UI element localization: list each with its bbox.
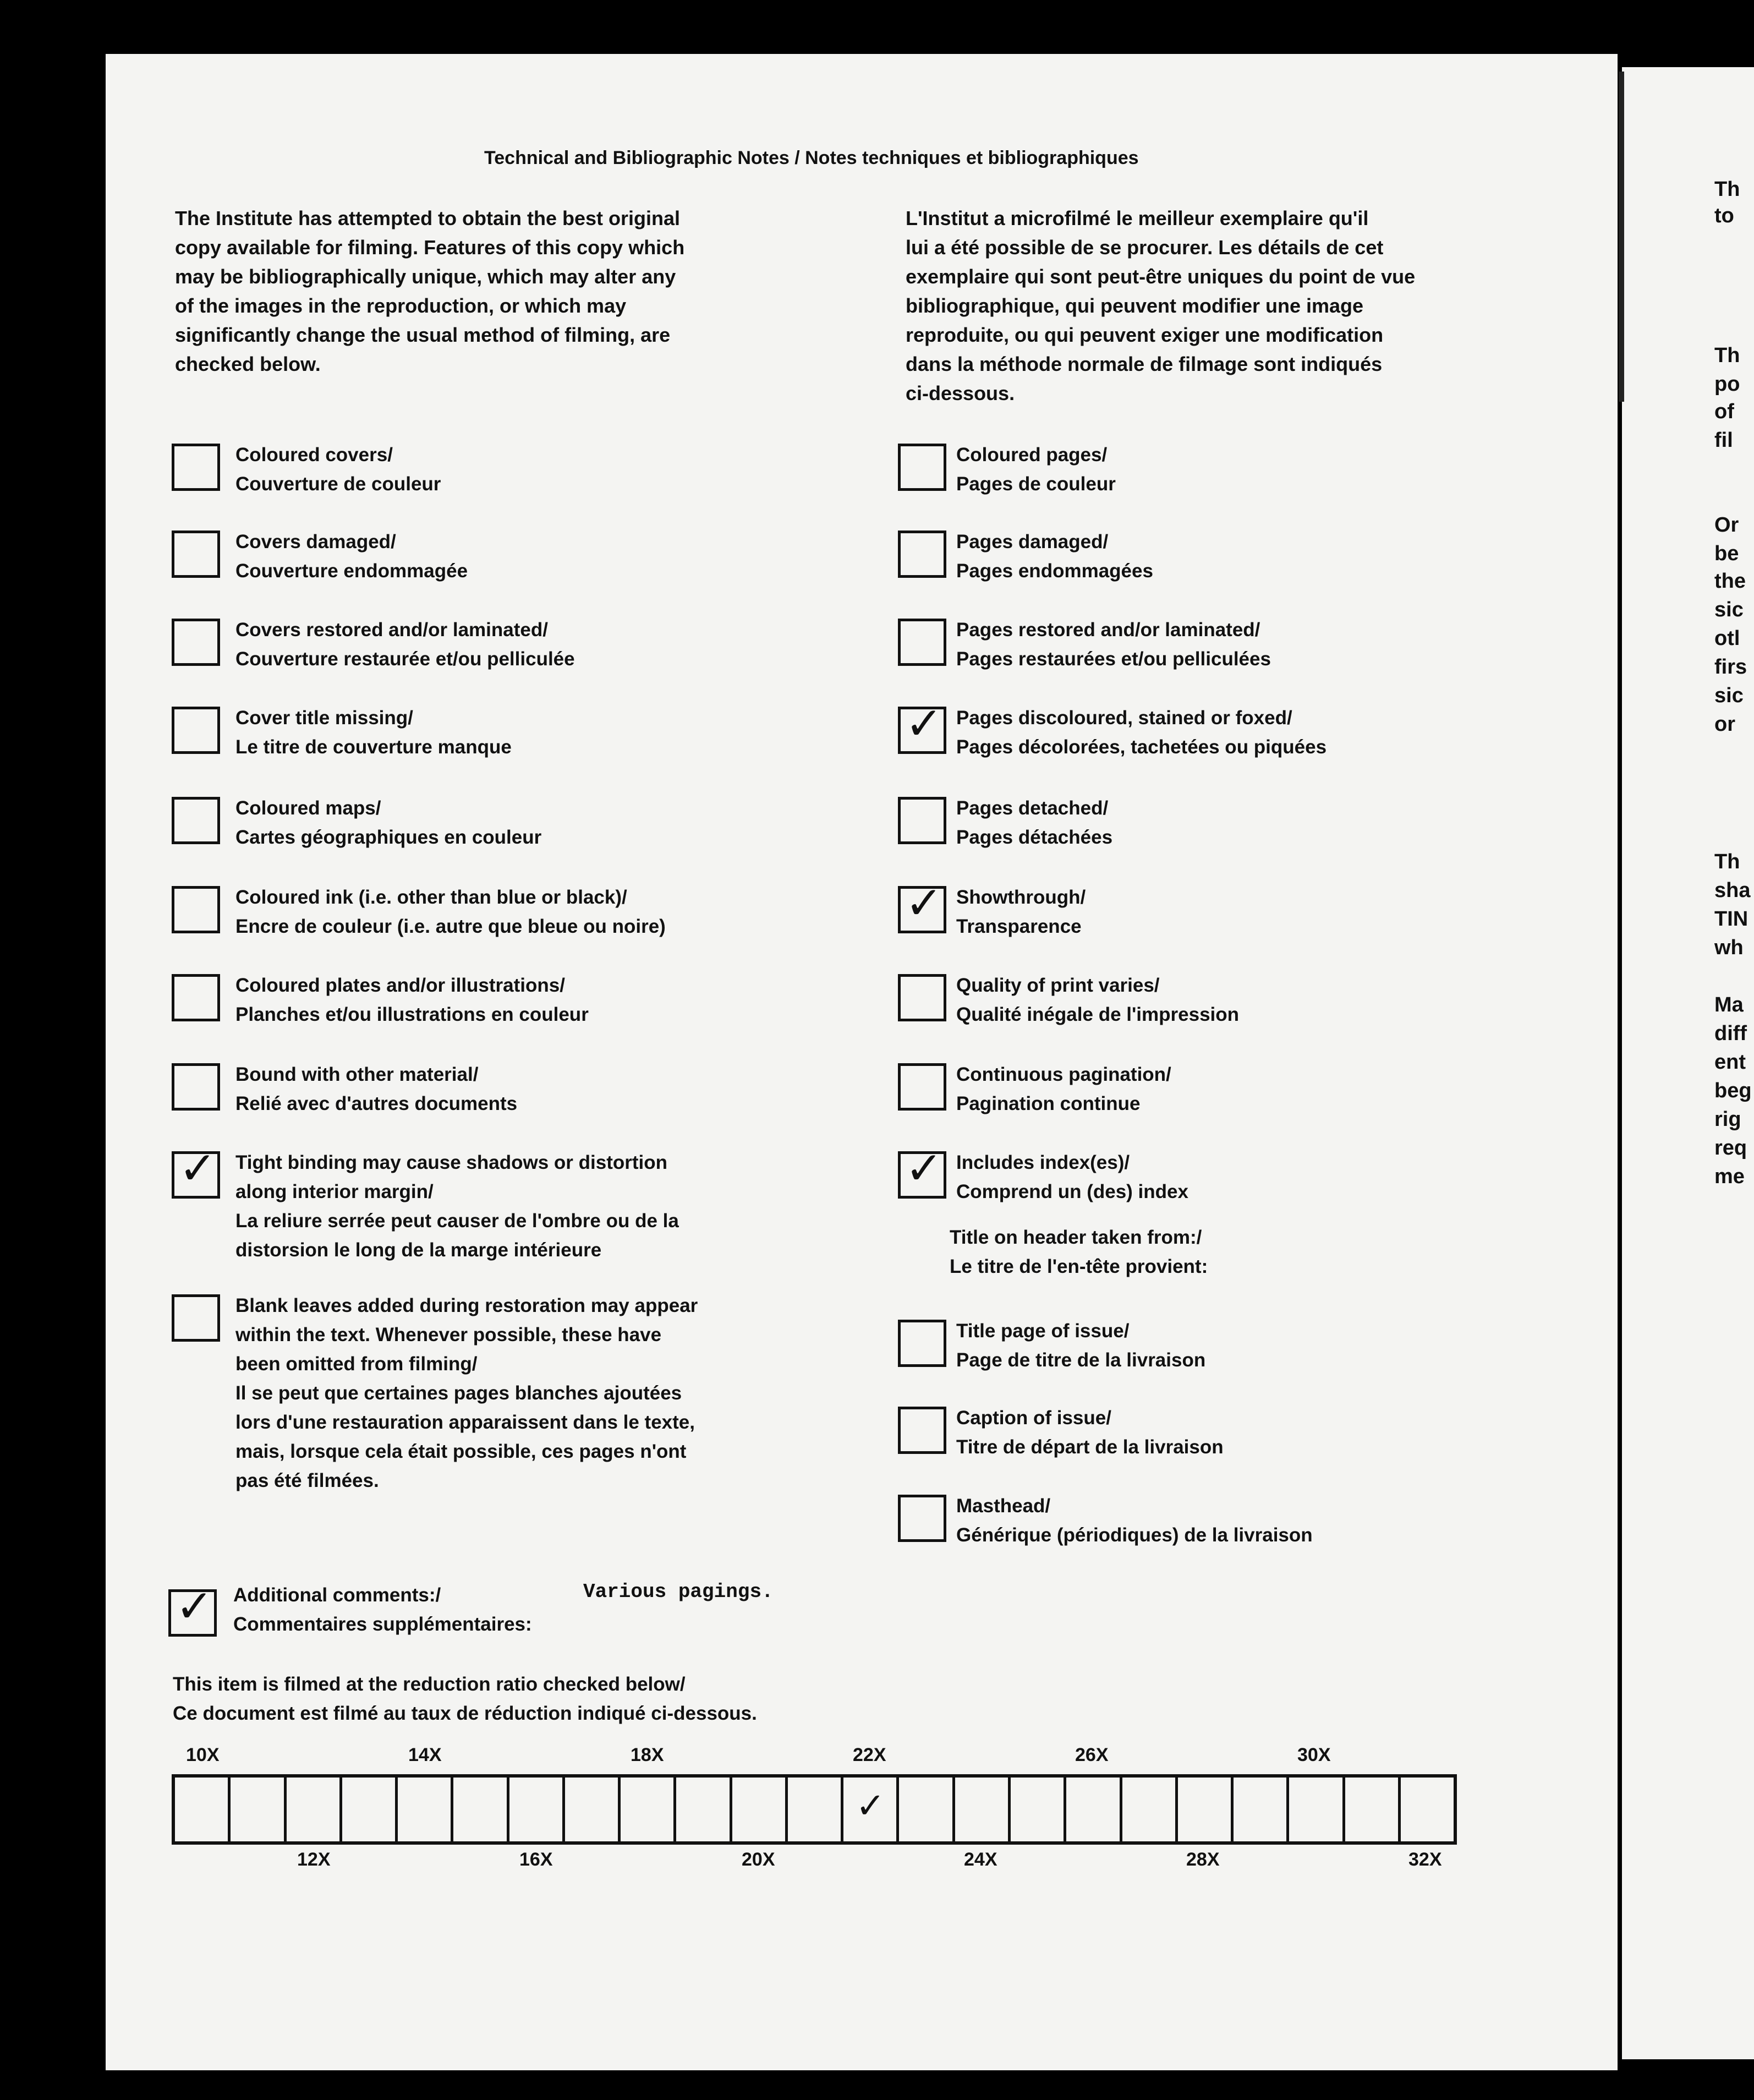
- right_items-label-line: Caption of issue/: [956, 1407, 1111, 1429]
- right_items-checkbox-1[interactable]: [898, 531, 946, 578]
- ratio-label-bottom: 12X: [297, 1849, 331, 1870]
- left_items-label-line: Planches et/ou illustrations en couleur: [235, 1004, 589, 1025]
- comments-checkbox[interactable]: [168, 1581, 217, 1637]
- right_items-checkbox-10[interactable]: [898, 1407, 946, 1454]
- side-fragment: to: [1714, 204, 1734, 227]
- right_items-label-line: Pagination continue: [956, 1093, 1141, 1114]
- right_items-label-line: Pages damaged/: [956, 531, 1109, 553]
- left_items-label-line: Coloured maps/: [235, 797, 381, 819]
- left_items-label-line: Couverture restaurée et/ou pelliculée: [235, 648, 575, 670]
- left_items-label-6: [235, 971, 589, 1029]
- side-fragment: firs: [1714, 655, 1747, 679]
- left_items-label-line: been omitted from filming/: [235, 1353, 478, 1375]
- ratio-cell[interactable]: [1234, 1778, 1289, 1841]
- left_items-label-line: pas été filmées.: [235, 1470, 379, 1491]
- intro-line: L'Institut a microfilmé le meilleur exemplaire qu'il: [906, 207, 1369, 229]
- left_items-label-3: [235, 703, 512, 762]
- right_items-label-line: Quality of print varies/: [956, 975, 1160, 996]
- right_items-label-line: Pages detached/: [956, 797, 1109, 819]
- intro-line: exemplaire qui sont peut-être uniques du point de vue: [906, 265, 1416, 288]
- checkmark-icon: ✓: [905, 877, 943, 929]
- left_items-label-line: Il se peut que certaines pages blanches ajoutées: [235, 1382, 682, 1404]
- intro-line: lui a été possible de se procurer. Les détails de cet: [906, 236, 1384, 259]
- ratio-label-top: 22X: [853, 1744, 886, 1765]
- ratio-cell[interactable]: [342, 1778, 398, 1841]
- side-fragment: TIN: [1714, 907, 1748, 931]
- right_items-label-3: [956, 703, 1327, 762]
- left_items-label-line: La reliure serrée peut causer de l'ombre ou de la: [235, 1210, 679, 1232]
- intro-line: checked below.: [175, 353, 321, 375]
- ratio-cell[interactable]: [1401, 1778, 1454, 1841]
- side-fragment: rig: [1714, 1108, 1741, 1131]
- left_items-label-line: Cover title missing/: [235, 707, 413, 729]
- right_items-label-line: Pages détachées: [956, 827, 1113, 848]
- side-fragment: the: [1714, 570, 1746, 593]
- left_items-label-line: Covers restored and/or laminated/: [235, 619, 548, 641]
- side-fragment: otl: [1714, 627, 1740, 650]
- side-fragment: beg: [1714, 1079, 1752, 1102]
- right_items-label-8: [956, 1148, 1188, 1206]
- left_items-label-line: Covers damaged/: [235, 531, 396, 553]
- comments-label-en: Additional comments:/: [233, 1584, 441, 1606]
- left_items-label-line: along interior margin/: [235, 1181, 434, 1202]
- side-fragment: sha: [1714, 879, 1751, 902]
- side-fragment: req: [1714, 1136, 1747, 1160]
- right_items-checkbox-11[interactable]: [898, 1495, 946, 1542]
- page-edge-shadow: [1619, 72, 1624, 402]
- right_items-label-10: [956, 1403, 1224, 1462]
- checkmark-icon: ✓: [905, 698, 943, 750]
- ratio-cell[interactable]: [231, 1778, 286, 1841]
- ratio-cell[interactable]: [1122, 1778, 1178, 1841]
- right_items-label-7: [956, 1060, 1171, 1118]
- header-title-en: Title on header taken from:/: [950, 1227, 1202, 1248]
- intro-line: significantly change the usual method of filming, are: [175, 324, 671, 346]
- right_items-label-9: [956, 1316, 1205, 1375]
- right_items-label-line: Title page of issue/: [956, 1320, 1130, 1342]
- right_items-label-line: Continuous pagination/: [956, 1064, 1171, 1085]
- left_items-label-7: [235, 1060, 517, 1118]
- right_items-checkbox-5[interactable]: [898, 877, 946, 933]
- left_items-label-line: Blank leaves added during restoration may appear: [235, 1295, 698, 1316]
- left_items-label-8: [235, 1148, 679, 1265]
- left_items-checkbox-1[interactable]: [172, 531, 220, 578]
- right_items-label-4: [956, 794, 1112, 852]
- side-fragment: wh: [1714, 936, 1744, 959]
- ratio-cell[interactable]: [1345, 1778, 1401, 1841]
- left_items-label-4: [235, 794, 541, 852]
- left_items-checkbox-9[interactable]: [172, 1294, 220, 1342]
- ratio-cell[interactable]: [843, 1778, 899, 1841]
- side-fragment: of: [1714, 400, 1734, 423]
- left_items-label-2: [235, 615, 575, 674]
- ratio-cell[interactable]: [509, 1778, 565, 1841]
- ratio-cell[interactable]: [1011, 1778, 1066, 1841]
- right_items-label-1: [956, 527, 1153, 586]
- left_items-label-line: mais, lorsque cela était possible, ces pages n'ont: [235, 1441, 687, 1462]
- right_items-checkbox-4[interactable]: [898, 797, 946, 844]
- ratio-cell[interactable]: [621, 1778, 676, 1841]
- ratio-cell[interactable]: [732, 1778, 788, 1841]
- left_items-label-0: [235, 440, 441, 499]
- ratio-cell[interactable]: [175, 1778, 231, 1841]
- right_items-label-0: [956, 440, 1116, 499]
- checkmark-icon: ✓: [856, 1786, 885, 1826]
- left_items-checkbox-5[interactable]: [172, 886, 220, 933]
- left_items-label-1: [235, 527, 468, 586]
- left_items-label-line: distorsion le long de la marge intérieure: [235, 1239, 602, 1261]
- ratio-label-top: 14X: [408, 1744, 442, 1765]
- intro-line: The Institute has attempted to obtain the best original: [175, 207, 681, 229]
- side-fragment: me: [1714, 1165, 1745, 1188]
- right_items-label-line: Includes index(es)/: [956, 1152, 1130, 1173]
- comments-value: Various pagings.: [583, 1581, 774, 1603]
- checkmark-icon: ✓: [176, 1581, 213, 1633]
- right_items-checkbox-2[interactable]: [898, 619, 946, 666]
- ratio-label-bottom: 20X: [742, 1849, 775, 1870]
- left_items-checkbox-2[interactable]: [172, 619, 220, 666]
- side-fragment: fil: [1714, 429, 1733, 452]
- ratio-label-top: 30X: [1297, 1744, 1331, 1765]
- right_items-label-line: Comprend un (des) index: [956, 1181, 1188, 1202]
- right_items-label-line: Transparence: [956, 916, 1082, 937]
- side-fragment: po: [1714, 373, 1740, 396]
- ratio-label-top: 18X: [631, 1744, 664, 1765]
- left_items-label-line: Coloured covers/: [235, 444, 393, 466]
- checkmark-icon: ✓: [179, 1142, 217, 1195]
- reduction-scale: [172, 1774, 1457, 1845]
- right_items-label-line: Générique (périodiques) de la livraison: [956, 1524, 1313, 1546]
- right_items-checkbox-8[interactable]: [898, 1142, 946, 1199]
- left_items-label-line: lors d'une restauration apparaissent dans le texte,: [235, 1412, 695, 1433]
- checkmark-icon: ✓: [905, 1142, 943, 1195]
- intro-line: bibliographique, qui peuvent modifier une image: [906, 294, 1364, 317]
- left_items-label-line: within the text. Whenever possible, these have: [235, 1324, 662, 1346]
- right_items-label-line: Titre de départ de la livraison: [956, 1436, 1224, 1458]
- ratio-cell[interactable]: [899, 1778, 955, 1841]
- intro-line: copy available for filming. Features of this copy which: [175, 236, 685, 259]
- intro-english: [175, 204, 684, 379]
- left_items-label-line: Relié avec d'autres documents: [235, 1093, 518, 1114]
- ratio-cell[interactable]: [453, 1778, 509, 1841]
- reduction-note: [173, 1670, 757, 1728]
- side-fragment: Or: [1714, 513, 1739, 537]
- left_items-label-line: Tight binding may cause shadows or distortion: [235, 1152, 667, 1173]
- header-title-note: [950, 1223, 1208, 1281]
- left_items-label-9: [235, 1291, 698, 1495]
- intro-line: ci-dessous.: [906, 382, 1015, 404]
- side-fragment: sic: [1714, 598, 1744, 621]
- side-fragment: or: [1714, 713, 1735, 736]
- left_items-label-line: Coloured ink (i.e. other than blue or black)/: [235, 887, 627, 908]
- right_items-label-11: [956, 1491, 1313, 1550]
- left_items-checkbox-4[interactable]: [172, 797, 220, 844]
- right_items-checkbox-9[interactable]: [898, 1320, 946, 1367]
- right_items-label-line: Coloured pages/: [956, 444, 1108, 466]
- ratio-label-bottom: 16X: [519, 1849, 553, 1870]
- left_items-checkbox-7[interactable]: [172, 1063, 220, 1111]
- page-title: Technical and Bibliographic Notes / Notes techniques et bibliographiques: [484, 147, 1139, 168]
- intro-line: of the images in the reproduction, or which may: [175, 294, 627, 317]
- right_items-checkbox-0[interactable]: [898, 444, 946, 491]
- ratio-cell[interactable]: [1289, 1778, 1345, 1841]
- ratio-label-bottom: 24X: [964, 1849, 997, 1870]
- ratio-label-top: 26X: [1075, 1744, 1109, 1765]
- left_items-checkbox-0[interactable]: [172, 444, 220, 491]
- comments-label: [233, 1581, 532, 1639]
- right_items-label-line: Pages restaurées et/ou pelliculées: [956, 648, 1271, 670]
- ratio-cell[interactable]: [1178, 1778, 1234, 1841]
- ratio-label-top: 10X: [186, 1744, 220, 1765]
- left_items-checkbox-8[interactable]: [172, 1142, 220, 1199]
- right_items-label-5: [956, 883, 1086, 941]
- right_items-label-line: Pages de couleur: [956, 473, 1116, 495]
- ratio-cell[interactable]: [676, 1778, 732, 1841]
- side-fragment: diff: [1714, 1022, 1747, 1045]
- ratio-cell[interactable]: [565, 1778, 621, 1841]
- right_items-checkbox-3[interactable]: [898, 698, 946, 754]
- side-fragment: Th: [1714, 344, 1740, 367]
- ratio-label-bottom: 32X: [1408, 1849, 1442, 1870]
- side-fragment: ent: [1714, 1051, 1746, 1074]
- left_items-label-5: [235, 883, 666, 941]
- right_items-label-line: Showthrough/: [956, 887, 1086, 908]
- left_items-checkbox-6[interactable]: [172, 974, 220, 1021]
- comments-label-fr: Commentaires supplémentaires:: [233, 1614, 532, 1635]
- side-fragment: sic: [1714, 684, 1744, 707]
- intro-line: may be bibliographically unique, which may alter any: [175, 265, 676, 288]
- left_items-label-line: Couverture de couleur: [235, 473, 441, 495]
- side-fragment: Th: [1714, 850, 1740, 873]
- right_items-label-6: [956, 971, 1239, 1029]
- intro-line: dans la méthode normale de filmage sont indiqués: [906, 353, 1383, 375]
- header-title-fr: Le titre de l'en-tête provient:: [950, 1256, 1208, 1277]
- intro-line: reproduite, ou qui peuvent exiger une modification: [906, 324, 1384, 346]
- right_items-label-line: Qualité inégale de l'impression: [956, 1004, 1240, 1025]
- side-fragment: be: [1714, 542, 1739, 565]
- reduction-note-en: This item is filmed at the reduction ratio checked below/: [173, 1674, 686, 1695]
- reduction-note-fr: Ce document est filmé au taux de réduction indiqué ci-dessous.: [173, 1703, 757, 1724]
- right_items-checkbox-7[interactable]: [898, 1063, 946, 1111]
- right_items-label-2: [956, 615, 1271, 674]
- ratio-cell[interactable]: [788, 1778, 843, 1841]
- side-fragment: Th: [1714, 178, 1740, 201]
- left_items-label-line: Le titre de couverture manque: [235, 736, 512, 758]
- right_items-label-line: Pages discoloured, stained or foxed/: [956, 707, 1292, 729]
- ratio-cell[interactable]: [398, 1778, 453, 1841]
- left_items-label-line: Encre de couleur (i.e. autre que bleue ou noire): [235, 916, 666, 937]
- right_items-label-line: Pages décolorées, tachetées ou piquées: [956, 736, 1327, 758]
- right_items-label-line: Pages restored and/or laminated/: [956, 619, 1260, 641]
- left_items-checkbox-3[interactable]: [172, 707, 220, 754]
- right_items-label-line: Page de titre de la livraison: [956, 1349, 1206, 1371]
- side-fragment: Ma: [1714, 993, 1744, 1016]
- ratio-label-bottom: 28X: [1186, 1849, 1220, 1870]
- left_items-label-line: Coloured plates and/or illustrations/: [235, 975, 565, 996]
- right_items-label-line: Masthead/: [956, 1495, 1051, 1517]
- ratio-cell[interactable]: [1066, 1778, 1122, 1841]
- intro-french: [906, 204, 1415, 408]
- left_items-label-line: Bound with other material/: [235, 1064, 479, 1085]
- ratio-cell[interactable]: [287, 1778, 342, 1841]
- left_items-label-line: Couverture endommagée: [235, 560, 468, 582]
- right_items-checkbox-6[interactable]: [898, 974, 946, 1021]
- right_items-label-line: Pages endommagées: [956, 560, 1153, 582]
- ratio-cell[interactable]: [955, 1778, 1011, 1841]
- left_items-label-line: Cartes géographiques en couleur: [235, 827, 542, 848]
